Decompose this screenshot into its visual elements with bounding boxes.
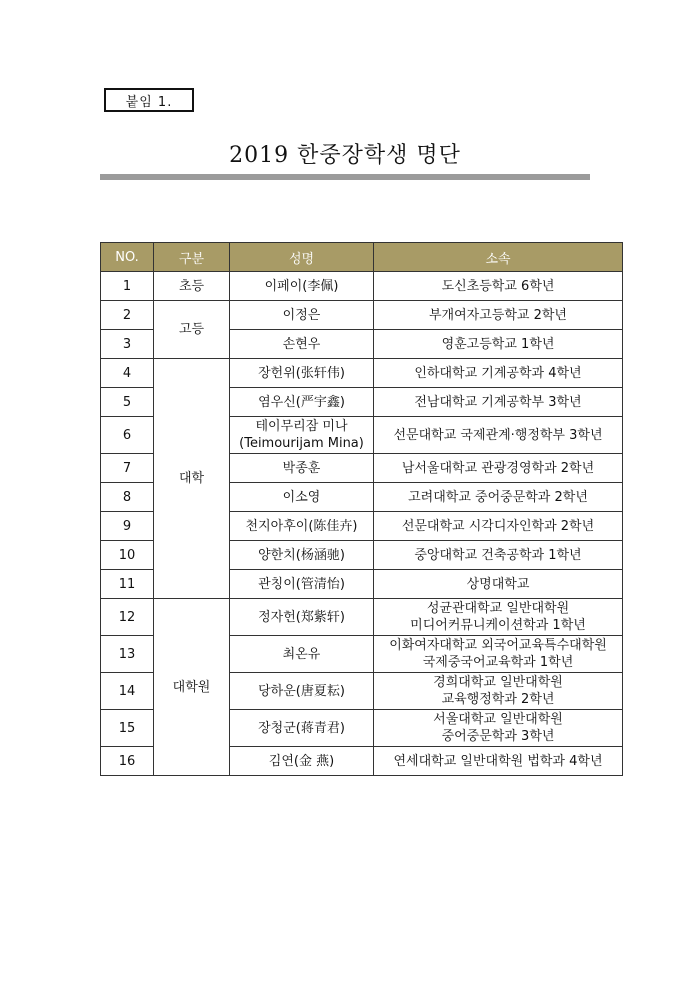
category-graduate-school: 대학원 xyxy=(154,599,230,776)
row-no: 5 xyxy=(101,388,154,417)
row-no: 13 xyxy=(101,636,154,673)
table-row xyxy=(101,359,623,388)
row-no: 6 xyxy=(101,417,154,454)
student-name: 김연(金 燕) xyxy=(230,747,374,776)
category-university: 대학 xyxy=(154,359,230,599)
student-affiliation: 선문대학교 시각디자인학과 2학년 xyxy=(374,512,623,541)
row-no: 2 xyxy=(101,301,154,330)
scholarship-roster-table xyxy=(100,242,623,776)
student-affiliation: 상명대학교 xyxy=(374,570,623,599)
row-no: 16 xyxy=(101,747,154,776)
table-header-row xyxy=(101,243,623,272)
student-affiliation: 남서울대학교 관광경영학과 2학년 xyxy=(374,454,623,483)
student-name: 손현우 xyxy=(230,330,374,359)
row-no: 12 xyxy=(101,599,154,636)
row-no: 14 xyxy=(101,673,154,710)
affiliation-line: 서울대학교 일반대학원 xyxy=(433,712,563,727)
student-name: 이정은 xyxy=(230,301,374,330)
row-no: 8 xyxy=(101,483,154,512)
affiliation-line: 경희대학교 일반대학원 xyxy=(433,675,563,690)
student-name: 최온유 xyxy=(230,636,374,673)
student-affiliation xyxy=(374,673,623,710)
row-no: 1 xyxy=(101,272,154,301)
affiliation-line: 미디어커뮤니케이션학과 1학년 xyxy=(410,618,586,633)
affiliation-line: 교육행정학과 2학년 xyxy=(441,692,555,707)
student-affiliation xyxy=(374,599,623,636)
attachment-label: 붙임 1. xyxy=(104,88,194,112)
student-affiliation xyxy=(374,710,623,747)
category-high-school: 고등 xyxy=(154,301,230,359)
row-no: 7 xyxy=(101,454,154,483)
student-name: 박종훈 xyxy=(230,454,374,483)
header-no: NO. xyxy=(101,243,154,272)
student-affiliation: 전남대학교 기계공학부 3학년 xyxy=(374,388,623,417)
row-no: 4 xyxy=(101,359,154,388)
student-affiliation: 인하대학교 기계공학과 4학년 xyxy=(374,359,623,388)
student-name xyxy=(230,417,374,454)
student-affiliation: 고려대학교 중어중문학과 2학년 xyxy=(374,483,623,512)
student-name: 천지아후이(陈佳卉) xyxy=(230,512,374,541)
student-name: 장청군(蒋青君) xyxy=(230,710,374,747)
student-name: 장헌위(张轩伟) xyxy=(230,359,374,388)
affiliation-line: 중어중문학과 3학년 xyxy=(441,729,555,744)
affiliation-line: 성균관대학교 일반대학원 xyxy=(426,601,570,616)
header-name: 성명 xyxy=(230,243,374,272)
student-name: 양한치(杨涵驰) xyxy=(230,541,374,570)
name-line: (Teimourijam Mina) xyxy=(239,436,364,451)
student-name: 이페이(李佩) xyxy=(230,272,374,301)
student-name: 정자헌(郑紫轩) xyxy=(230,599,374,636)
student-name: 이소영 xyxy=(230,483,374,512)
header-affiliation: 소속 xyxy=(374,243,623,272)
header-category: 구분 xyxy=(154,243,230,272)
affiliation-line: 국제중국어교육학과 1학년 xyxy=(422,655,574,670)
student-affiliation: 연세대학교 일반대학원 법학과 4학년 xyxy=(374,747,623,776)
table-row xyxy=(101,272,623,301)
category-elementary: 초등 xyxy=(154,272,230,301)
student-affiliation: 선문대학교 국제관계·행정학부 3학년 xyxy=(374,417,623,454)
page-title: 2019 한중장학생 명단 xyxy=(229,143,461,168)
student-name: 당하운(唐夏耘) xyxy=(230,673,374,710)
table-row xyxy=(101,301,623,330)
row-no: 10 xyxy=(101,541,154,570)
student-name: 관칭이(管清怡) xyxy=(230,570,374,599)
student-name: 염우신(严宇鑫) xyxy=(230,388,374,417)
row-no: 9 xyxy=(101,512,154,541)
student-affiliation: 도신초등학교 6학년 xyxy=(374,272,623,301)
row-no: 15 xyxy=(101,710,154,747)
row-no: 11 xyxy=(101,570,154,599)
student-affiliation: 영훈고등학교 1학년 xyxy=(374,330,623,359)
name-line: 테이무리잠 미나 xyxy=(255,419,348,434)
row-no: 3 xyxy=(101,330,154,359)
student-affiliation: 부개여자고등학교 2학년 xyxy=(374,301,623,330)
table-row xyxy=(101,599,623,636)
title-underline xyxy=(100,174,590,180)
student-affiliation xyxy=(374,636,623,673)
student-affiliation: 중앙대학교 건축공학과 1학년 xyxy=(374,541,623,570)
affiliation-line: 이화여자대학교 외국어교육특수대학원 xyxy=(389,638,607,653)
